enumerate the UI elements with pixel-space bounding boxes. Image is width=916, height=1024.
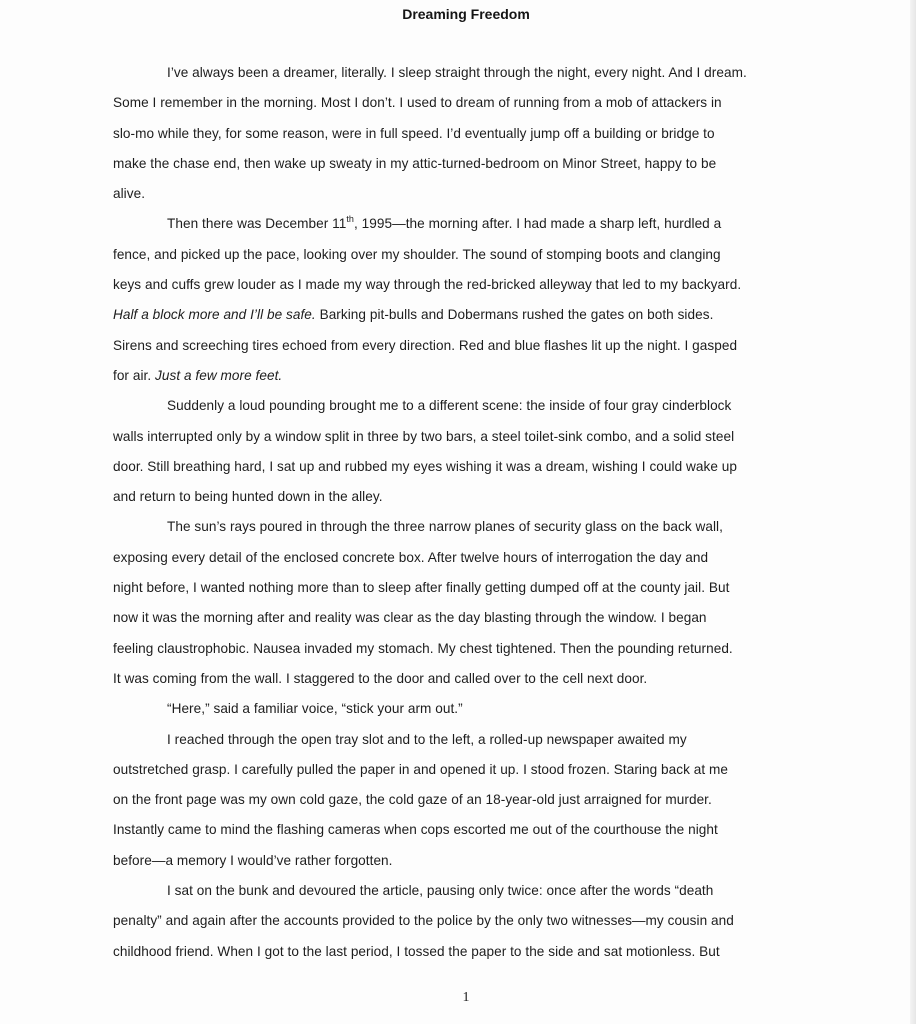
text-run: alive.	[113, 186, 146, 202]
text-line	[113, 179, 825, 209]
text-line	[113, 240, 825, 270]
text-line	[113, 482, 825, 512]
text-line	[113, 815, 825, 845]
text-line	[113, 300, 825, 330]
page-number: 1	[462, 990, 470, 1005]
text-run: Barking pit-bulls and Dobermans rushed the gates on both sides.	[315, 307, 714, 323]
text-run: outstretched grasp. I carefully pulled the paper in and opened it up. I stood frozen. Staring back at me	[113, 761, 729, 777]
text-run: door. Still breathing hard, I sat up and rubbed my eyes wishing it was a dream, wishing I could wake up	[113, 458, 738, 474]
text-line	[113, 361, 825, 391]
text-line	[113, 664, 825, 694]
text-run: “Here,” said a familiar voice, “stick your arm out.”	[167, 701, 463, 717]
text-line	[113, 119, 825, 149]
document-body	[113, 58, 825, 967]
text-line	[113, 452, 825, 482]
text-run: exposing every detail of the enclosed concrete box. After twelve hours of interrogation the day and	[113, 549, 709, 565]
text-line	[113, 906, 825, 936]
text-run: I’ve always been a dreamer, literally. I sleep straight through the night, every night. And I dream.	[167, 65, 747, 80]
text-line	[113, 634, 825, 664]
text-run: on the front page was my own cold gaze, the cold gaze of an 18-year-old just arraigned for murder.	[113, 792, 712, 808]
text-run: slo-mo while they, for some reason, were in full speed. I’d eventually jump off a building or bridge to	[113, 125, 715, 141]
text-line	[113, 755, 825, 785]
text-run: penalty” and again after the accounts provided to the police by the only two witnesses—my cousin and	[113, 913, 734, 929]
text-run: fence, and picked up the pace, looking over my shoulder. The sound of stomping boots and clanging	[113, 246, 721, 262]
text-line	[113, 88, 825, 118]
text-run: Sirens and screeching tires echoed from every direction. Red and blue flashes lit up the night. I gasped	[113, 337, 738, 353]
text-run: and return to being hunted down in the alley.	[113, 489, 383, 505]
italic-text-run: Half a block more and I’ll be safe.	[113, 307, 316, 323]
text-line	[113, 694, 825, 724]
text-run: for air.	[113, 367, 156, 383]
text-run: before—a memory I would’ve rather forgotten.	[113, 852, 393, 868]
text-run: Instantly came to mind the flashing cameras when cops escorted me out of the courthouse the night	[113, 822, 718, 838]
text-line	[113, 543, 825, 573]
text-run: night before, I wanted nothing more than to sleep after finally getting dumped off at the county jail. But	[113, 580, 730, 596]
text-run: I reached through the open tray slot and to the left, a rolled-up newspaper awaited my	[167, 731, 687, 747]
text-run: I sat on the bunk and devoured the article, pausing only twice: once after the words “death	[167, 883, 714, 899]
text-line	[113, 391, 825, 421]
text-line	[113, 58, 825, 88]
text-run: now it was the morning after and reality was clear as the day blasting through the window. I began	[113, 610, 707, 626]
text-line	[113, 422, 825, 452]
text-run: , 1995—the morning after. I had made a sharp left, hurdled a	[353, 216, 722, 232]
text-run: make the chase end, then wake up sweaty in my attic-turned-bedroom on Minor Street, happy to be	[113, 155, 717, 171]
text-line	[113, 603, 825, 633]
text-run: feeling claustrophobic. Nausea invaded my stomach. My chest tightened. Then the pounding returned.	[113, 640, 733, 656]
page-edge-shadow	[910, 0, 916, 1024]
text-run: Some I remember in the morning. Most I don’t. I used to dream of running from a mob of attackers in	[113, 95, 722, 111]
text-line	[113, 876, 825, 906]
text-run: Then there was December 11	[167, 216, 347, 232]
italic-text-run: Just a few more feet.	[155, 367, 283, 383]
text-line	[113, 331, 825, 361]
text-run: childhood friend. When I got to the last period, I tossed the paper to the side and sat motionless. But	[113, 943, 720, 959]
text-line	[113, 270, 825, 300]
text-run: Suddenly a loud pounding brought me to a different scene: the inside of four gray cinderblock	[167, 398, 732, 414]
text-line	[113, 512, 825, 542]
text-run: The sun’s rays poured in through the three narrow planes of security glass on the back wall,	[167, 519, 723, 535]
text-line	[113, 785, 825, 815]
text-line	[113, 149, 825, 179]
text-run: keys and cuffs grew louder as I made my way through the red-bricked alleyway that led to my backyard.	[113, 277, 742, 293]
text-line	[113, 209, 825, 239]
text-line	[113, 725, 825, 755]
text-line	[113, 573, 825, 603]
text-run: walls interrupted only by a window split in three by two bars, a steel toilet-sink combo, and a solid steel	[113, 428, 735, 444]
superscript-run: th	[346, 214, 354, 225]
document-title: Dreaming Freedom	[402, 6, 530, 22]
text-line	[113, 846, 825, 876]
text-line	[113, 937, 825, 967]
text-run: It was coming from the wall. I staggered to the door and called over to the cell next door.	[113, 670, 648, 686]
